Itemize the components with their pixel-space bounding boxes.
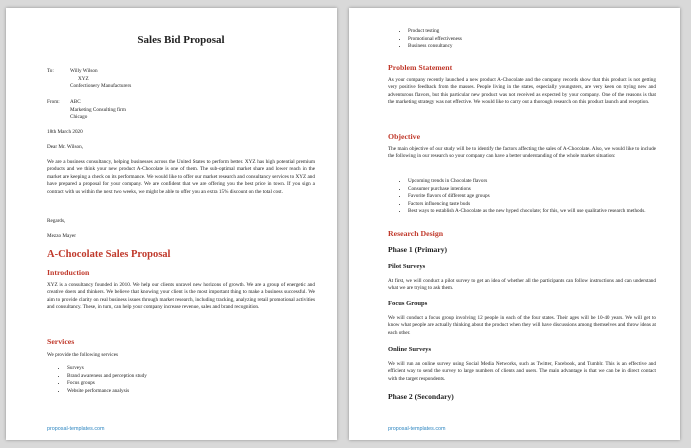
list-item: • Best ways to establish A-Chocolate as the new hyped chocolate; for this, we will use qualitative research methods. — [408, 208, 656, 216]
from-block — [47, 99, 315, 123]
from-lines — [70, 99, 126, 122]
to-line: Willy Wilson — [70, 68, 98, 74]
objective-paragraph: The main objective of our study will be to identify the factors affecting the sales of A-Chocolate. Also, we would like to include the following in our research so your company can have a better understanding of the whole market situation: — [388, 146, 656, 160]
problem-heading: Problem Statement — [388, 63, 453, 72]
introduction-heading: Introduction — [47, 268, 90, 277]
list-item: • Focus groups — [67, 380, 315, 388]
phase2-heading: Phase 2 (Secondary) — [388, 392, 454, 401]
list-item: • Surveys — [67, 365, 315, 373]
introduction-paragraph: XYZ is a consultancy founded in 2010. We help our clients unravel new horizons of growth. We are a group of energetic and creative doers and thinkers. We believe that knowing your client is the most important thing to make a business successful. We aim to provide clarity on real business issues through market research, including tracking, analyzing retail promotional activities and consultancy. These, in turn, can help your company increase revenue, sales and brand recognition. — [47, 282, 315, 311]
problem-paragraph: As your company recently launched a new product A-Chocolate and the company records show that this product is not getting very positive feedback from the masses. People living in the states, especially youngsters, are very keen on trying new and adventurous flavors, but this particular new product was not received as expected by your company. One of the reasons is that the marketing strategy was not effective. We would like to carry out a thorough research on this product launch and reception. — [388, 77, 656, 106]
proposal-title: Sales Bid Proposal — [137, 34, 225, 46]
letter-date: 18th March 2020 — [47, 129, 83, 135]
online-surveys-heading: Online Surveys — [388, 346, 432, 353]
from-line: Marketing Consulting firm — [70, 106, 126, 113]
salutation: Dear Mr. Wilson, — [47, 144, 84, 150]
objective-heading: Objective — [388, 132, 421, 141]
list-item: • Website performance analysis — [67, 388, 315, 396]
list-item: • Factors influencing taste buds — [408, 201, 656, 209]
to-block — [47, 68, 315, 92]
list-item: • Promotional effectiveness — [408, 36, 656, 44]
regards: Regards, — [47, 218, 66, 224]
list-item: • Upcoming trends in Chocolate flavors — [408, 178, 656, 186]
footer-website: proposal-templates.com — [388, 426, 446, 432]
document-page-1 — [6, 8, 337, 440]
to-line: XYZ — [78, 75, 89, 82]
document-page-2 — [349, 8, 680, 440]
to-label: To: — [47, 68, 54, 74]
from-line: ABC — [70, 99, 81, 105]
proposal-heading: A-Chocolate Sales Proposal — [47, 249, 171, 260]
services-list — [47, 365, 315, 395]
to-lines — [70, 68, 131, 91]
services-intro: We provide the following services — [47, 352, 119, 358]
list-item: • Favorite flavors of different age groups — [408, 193, 656, 201]
list-item: • Business consultancy — [408, 43, 656, 51]
research-design-heading: Research Design — [388, 229, 444, 238]
pilot-surveys-heading: Pilot Surveys — [388, 263, 426, 270]
objective-list — [388, 178, 656, 216]
from-label: From: — [47, 99, 60, 105]
focus-groups-heading: Focus Groups — [388, 300, 428, 307]
footer-website: proposal-templates.com — [47, 426, 105, 432]
list-item: • Product testing — [408, 28, 656, 36]
list-item: • Brand awareness and perception study — [67, 373, 315, 381]
from-line: Chicago — [70, 114, 88, 121]
online-surveys-paragraph: We will run an online survey using Social Media Networks, such as Twitter, Facebook, and Tumblr. This is an effective and efficient way to send the survey to large numbers of clients and users. The main advantage is that we can be in direct contact with the target respondents. — [388, 361, 656, 382]
services-heading: Services — [47, 337, 75, 346]
phase1-heading: Phase 1 (Primary) — [388, 245, 448, 254]
focus-groups-paragraph: We will conduct a focus group involving 12 people in each of the four states. Their ages will be 10-40 years. We will get to know what people are actually thinking about the product when they will have discussions among themselves and throw ideas at each other. — [388, 315, 656, 336]
list-item: • Consumer purchase intentions — [408, 186, 656, 194]
pilot-surveys-paragraph: At first, we will conduct a pilot survey to get an idea of whether all the participants can follow instructions and can understand what we are trying to ask them. — [388, 278, 656, 292]
signature: Mezzo Mayer — [47, 233, 76, 239]
to-line: Confectionery Manufacturers — [70, 83, 132, 90]
intro-paragraph: We are a business consultancy, helping businesses across the United States to perform better. XYZ has high potential premium products and we think your new product A-Chocolate is one of them. The sub-optimal market share and lower reach in the market are keeping a check on its performance. We would like to offer our market research and consultancy services to XYZ and have prepared a proposal for your company. We are confident that we are offering you the best price in town. If you sign a contract with us within the next two weeks, we might be able to offer you an extra 15% discount on the total cost. — [47, 159, 315, 195]
services-list-continued — [388, 28, 656, 51]
